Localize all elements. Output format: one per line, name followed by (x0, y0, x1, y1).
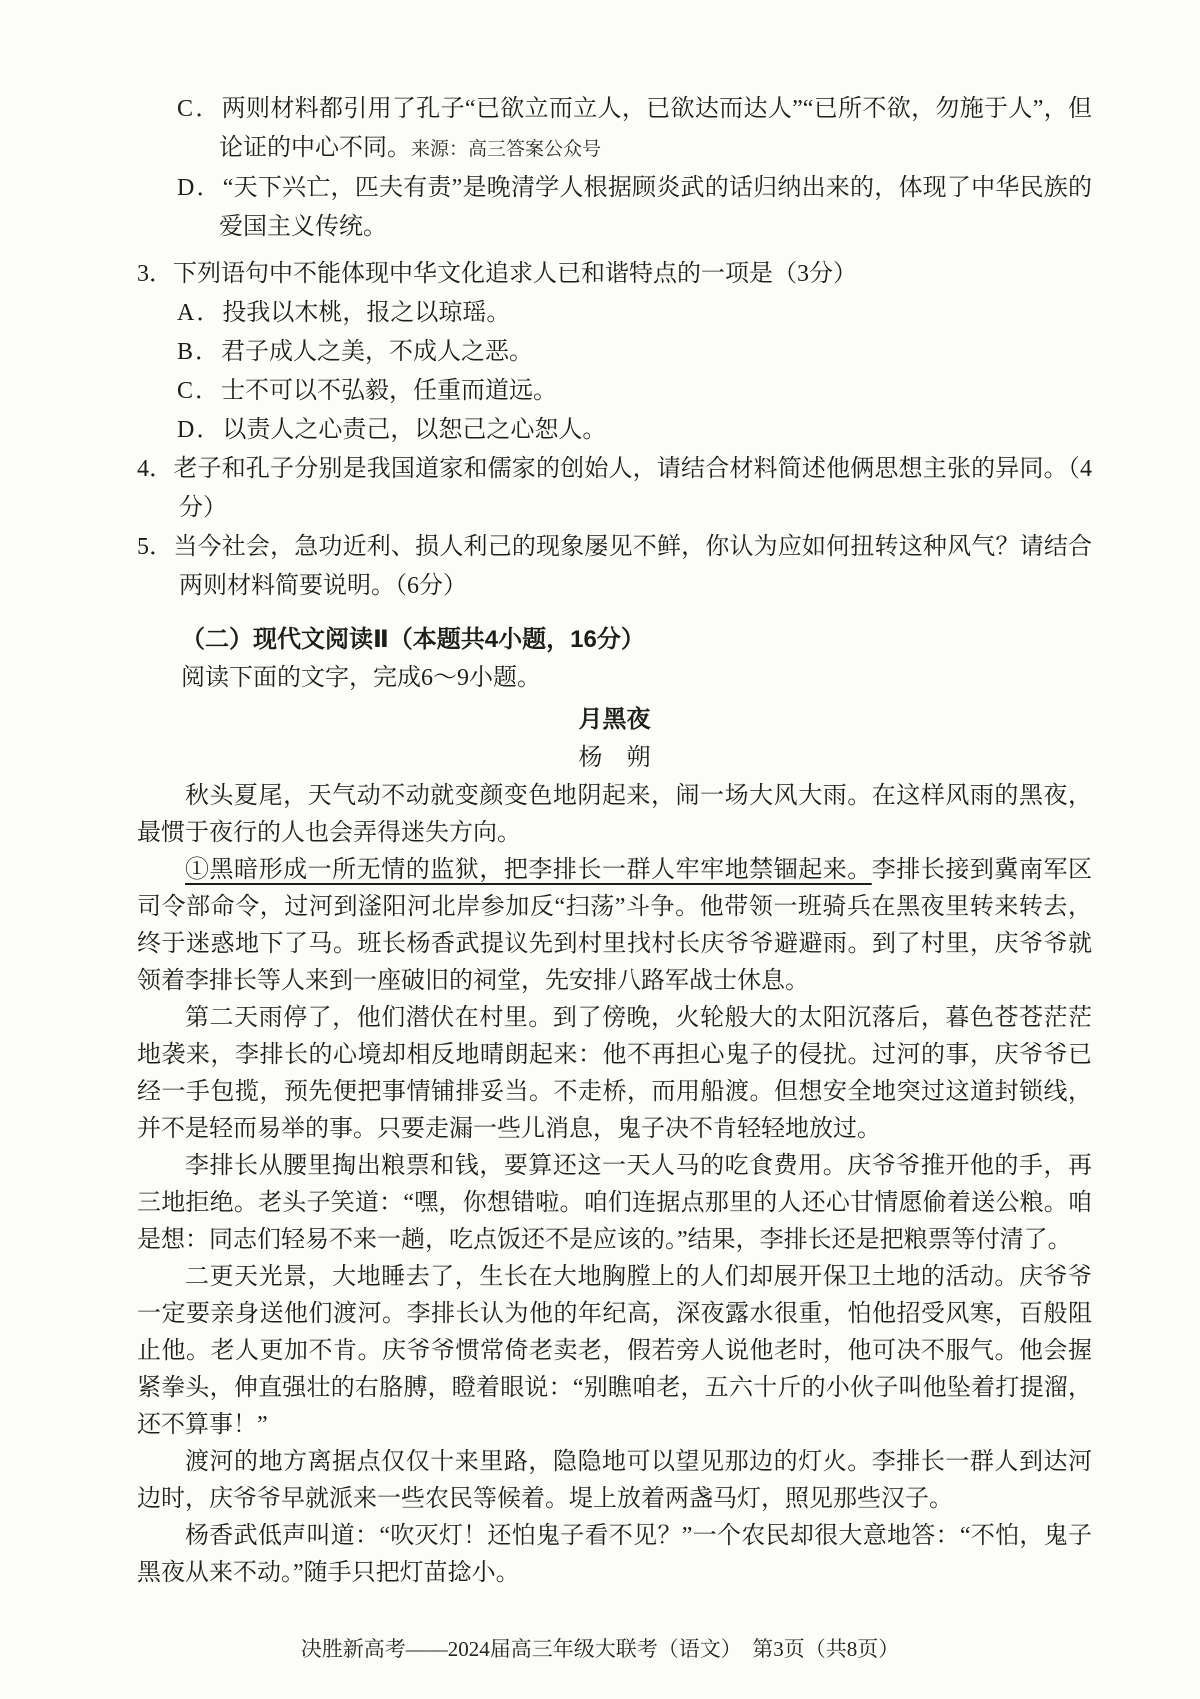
question-text: 当今社会，急功近利、损人利己的现象屡见不鲜，你认为应如何扭转这种风气？请结合两则材料简要说明。（6分） (173, 534, 1092, 599)
option-text: 两则材料都引用了孔子“已欲立而立人，已欲达而达人”“已所不欲，勿施于人”，但论证的中心不同。 (219, 96, 1093, 161)
story-paragraph (137, 1518, 1092, 1592)
option-label: A． (177, 300, 223, 326)
story-paragraph (137, 1148, 1092, 1259)
question-4-stem (137, 450, 1092, 528)
question-3-option-a (177, 294, 1092, 333)
question-number: 5． (137, 534, 174, 560)
option-label: B． (177, 339, 222, 365)
paragraph-text: 杨香武低声叫道：“吹灭灯！还怕鬼子看不见？”一个农民却很大意地答：“不怕，鬼子黑夜从来不动。”随手只把灯苗捻小。 (137, 1523, 1092, 1586)
option-label: D． (177, 417, 223, 443)
story-paragraph (137, 1000, 1092, 1148)
paragraph-text: 渡河的地方离据点仅仅十来里路，隐隐地可以望见那边的灯火。李排长一群人到达河边时，庆爷爷早就派来一些农民等候着。堤上放着两盏马灯，照见那些汉子。 (137, 1449, 1092, 1512)
option-text: 投我以木桃，报之以琼瑶。 (222, 300, 511, 326)
story-paragraph (137, 1444, 1092, 1518)
story-paragraph (137, 778, 1092, 852)
option-label: C． (177, 96, 222, 122)
section2-instruction: 阅读下面的文字，完成6～9小题。 (181, 665, 541, 691)
option-text: “天下兴亡，匹夫有责”是晚清学人根据顾炎武的话归纳出来的，体现了中华民族的爱国主义传统。 (219, 175, 1092, 240)
paragraph-text: 秋头夏尾，天气动不动就变颜变色地阴起来，闹一场大风大雨。在这样风雨的黑夜，最惯于夜行的人也会弄得迷失方向。 (137, 783, 1092, 846)
option-text: 以责人之心责己，以恕己之心恕人。 (222, 417, 607, 443)
story-paragraph (137, 852, 1092, 1000)
underlined-sentence-1: ①黑暗形成一所无情的监狱，把李排长一群人牢牢地禁锢起来。 (185, 857, 872, 883)
question-text: 下列语句中不能体现中华文化追求人已和谐特点的一项是（3分） (173, 261, 857, 287)
option-label: C． (177, 378, 222, 404)
question-5-stem (137, 528, 1092, 606)
paragraph-text: 第二天雨停了，他们潜伏在村里。到了傍晚，火轮般大的太阳沉落后，暮色苍苍茫茫地袭来，李排长的心境却相反地晴朗起来：他不再担心鬼子的侵扰。过河的事，庆爷爷已经一手包揽，预先便把事情铺排妥当。不走桥，而用船渡。但想安全地突过这道封锁线，并不是轻而易举的事。只要走漏一些儿消息，鬼子决不肯轻轻地放过。 (137, 1005, 1092, 1142)
story-title: 月黑夜 (578, 706, 651, 733)
paragraph-text: 二更天光景，大地睡去了，生长在大地胸膛上的人们却展开保卫土地的活动。庆爷爷一定要亲身送他们渡河。李排长认为他的年纪高，深夜露水很重，怕他招受风寒，百般阻止他。老人更加不肯。庆爷爷惯常倚老卖老，假若旁人说他老时，他可决不服气。他会握紧拳头，伸直强壮的右胳膊，瞪着眼说：“别瞧咱老，五六十斤的小伙子叫他坠着打提溜，还不算事！” (137, 1264, 1092, 1438)
question-number: 4． (137, 456, 174, 482)
section2-header: （二）现代文阅读Ⅱ（本题共4小题，16分） (181, 626, 645, 653)
source-note: 来源：高三答案公众号 (411, 139, 602, 160)
question2-option-d (177, 169, 1092, 247)
question-3-options (137, 294, 1092, 450)
question-text: 老子和孔子分别是我国道家和儒家的创始人，请结合材料简述他俩思想主张的异同。（4分） (173, 456, 1093, 521)
option-text: 君子成人之美，不成人之恶。 (221, 339, 534, 365)
story-paragraph (137, 1259, 1092, 1444)
question2-option-c (177, 90, 1092, 169)
question-3-option-b (177, 333, 1092, 372)
paragraph-text: 李排长从腰里掏出粮票和钱，要算还这一天人马的吃食费用。庆爷爷推开他的手，再三地拒绝。老头子笑道：“嘿，你想错啦。咱们连据点那里的人还心甘情愿偷着送公粮。咱是想：同志们轻易不来一趟，吃点饭还不是应该的。”结果，李排长还是把粮票等付清了。 (137, 1153, 1092, 1253)
question-3-option-c (177, 372, 1092, 411)
story-author: 杨 朔 (578, 745, 651, 771)
question-number: 3． (137, 261, 173, 287)
option-text: 士不可以不弘毅，任重而道远。 (221, 378, 558, 404)
paragraph-text: 李排长接到冀南军区司令部命令，过河到滏阳河北岸参加反“扫荡”斗争。他带领一班骑兵在黑夜里转来转去，终于迷惑地下了马。班长杨香武提议先到村里找村长庆爷爷避避雨。到了村里，庆爷爷就领着李排长等人来到一座破旧的祠堂，先安排八路军战士休息。 (137, 857, 1093, 994)
page-footer: 决胜新高考——2024届高三年级大联考（语文） 第3页（共8页） (300, 1637, 900, 1661)
option-label: D． (177, 175, 223, 201)
question-3-stem (137, 255, 1092, 294)
question-3-option-d (177, 411, 1092, 450)
